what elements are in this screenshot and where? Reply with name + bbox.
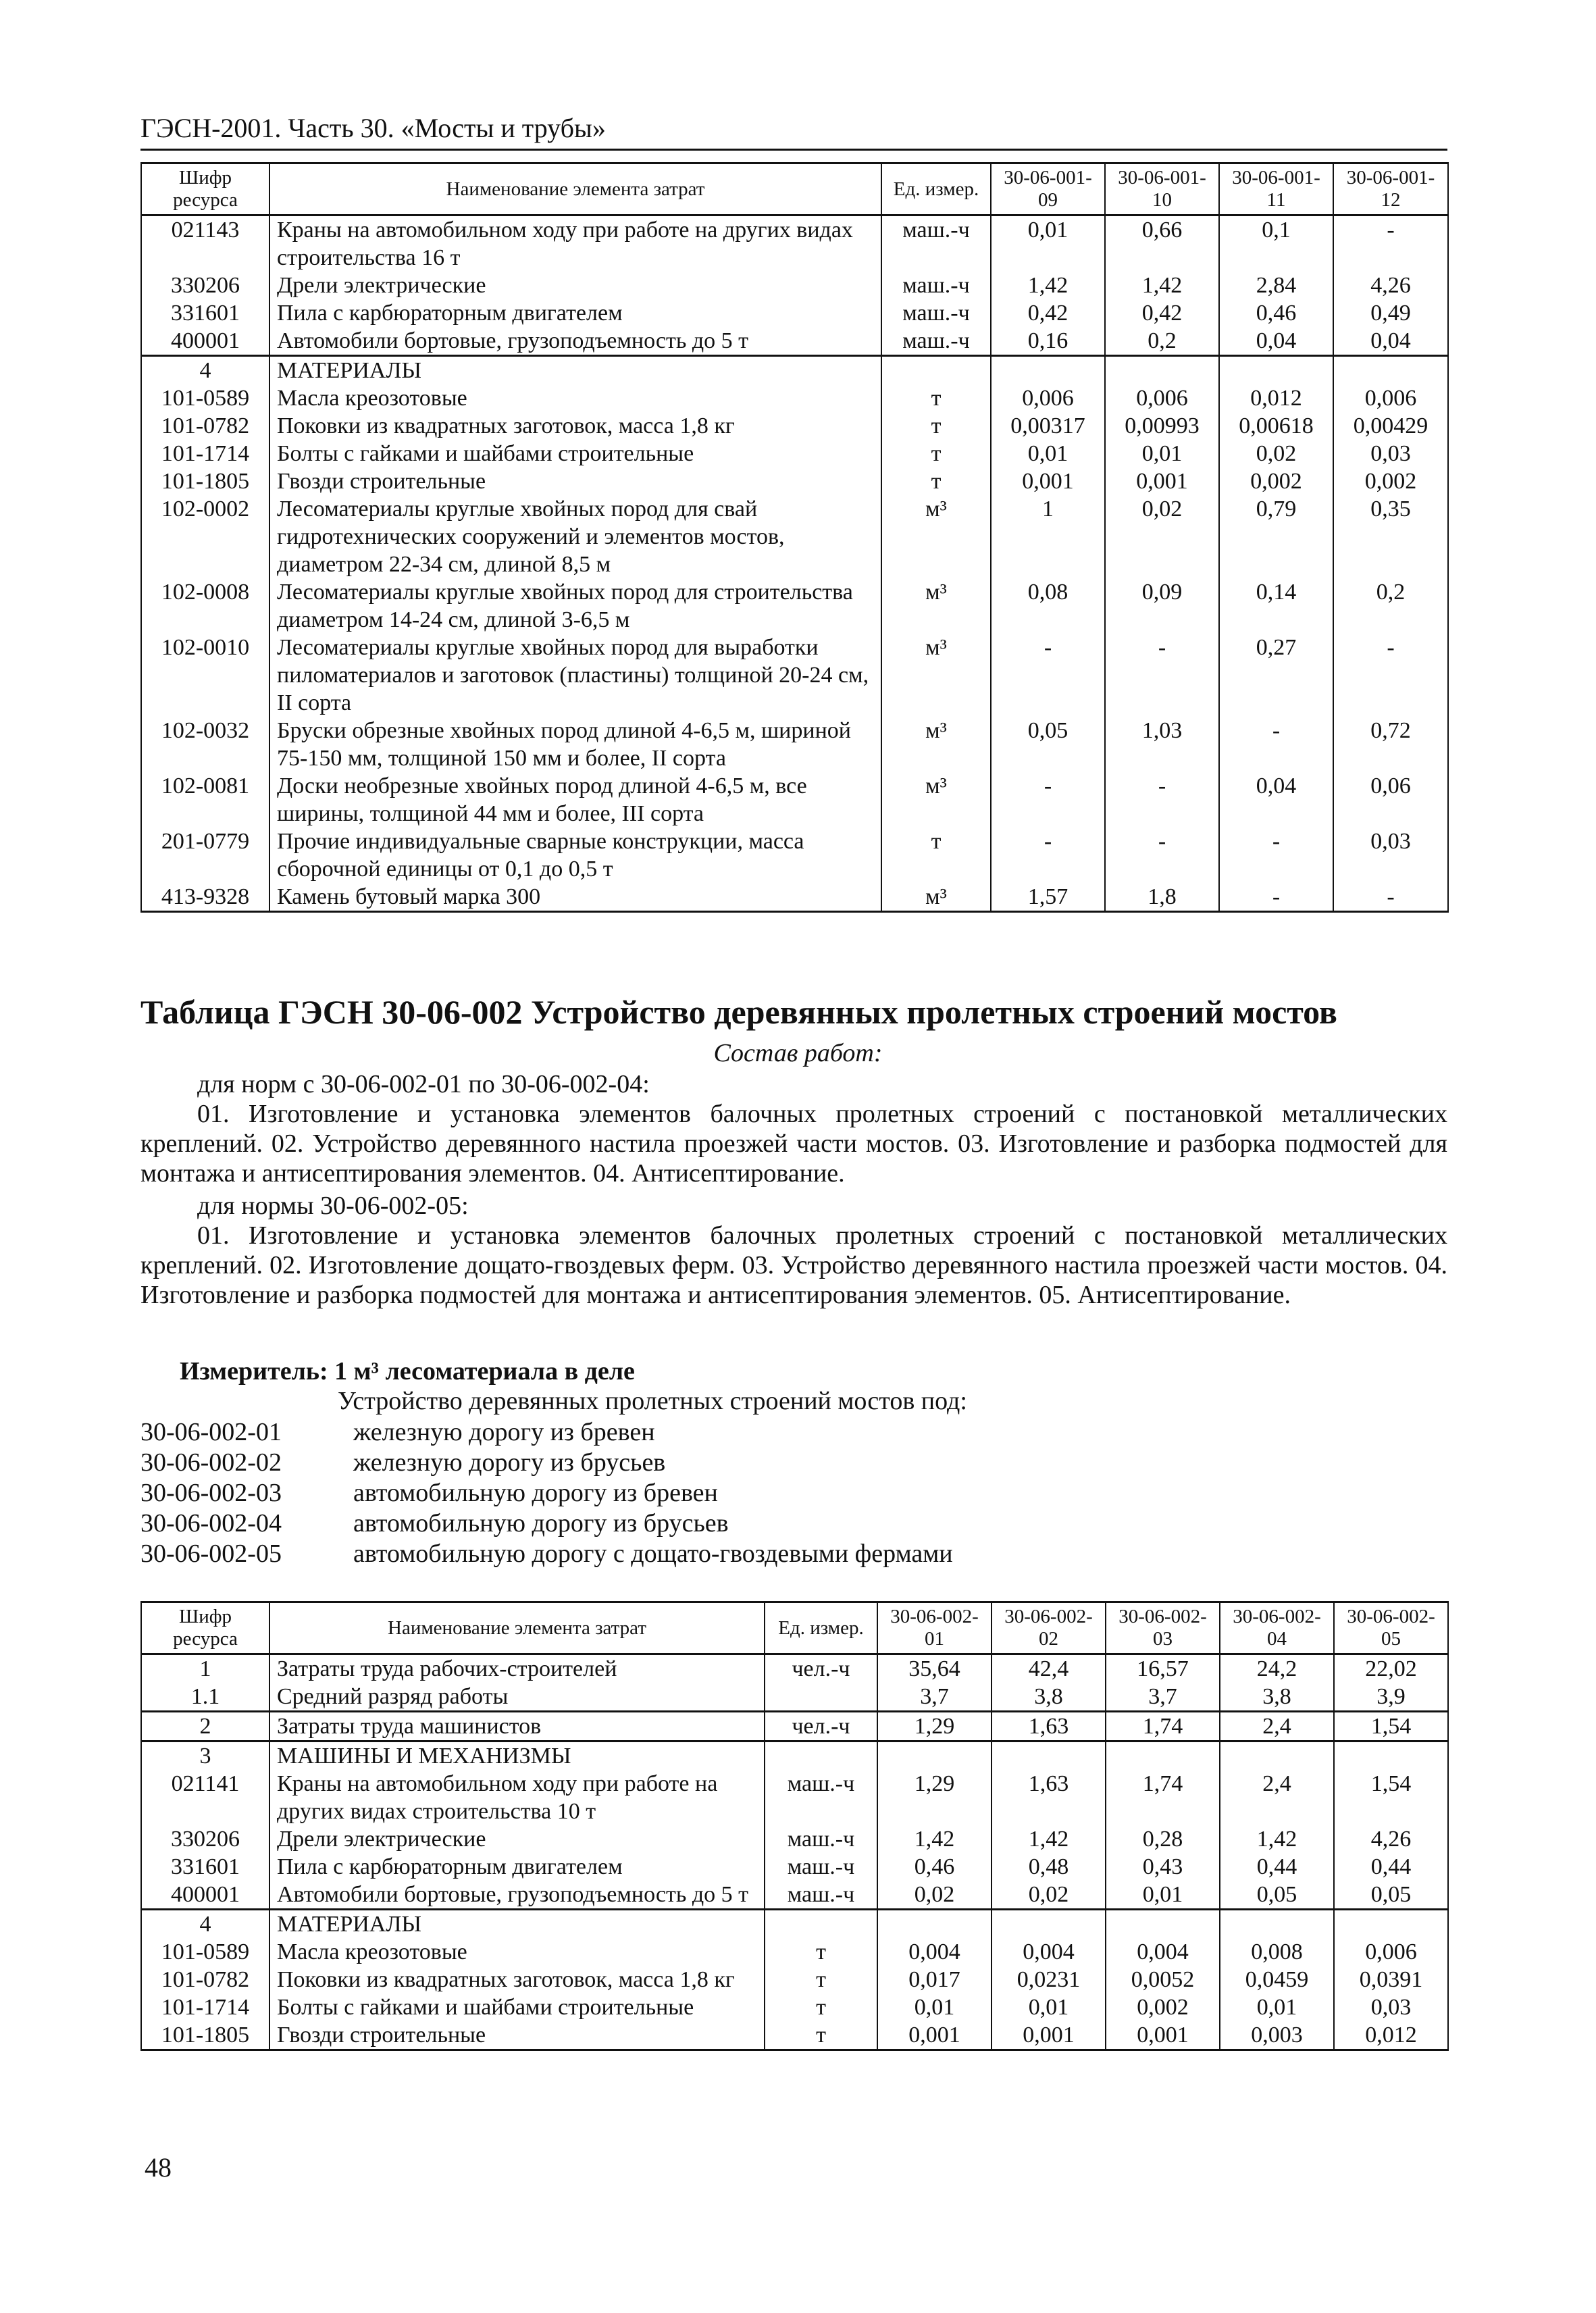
table-row: [141, 440, 1448, 467]
value-cell: 3,8: [992, 1683, 1106, 1712]
measurement-unit: Измеритель: 1 м³ лесоматериала в деле: [180, 1357, 635, 1386]
table-row: [141, 1770, 1448, 1825]
value-cell: 0,001: [992, 2021, 1106, 2050]
unit-cell: т: [881, 412, 991, 440]
header-cell: 30-06-001-12: [1333, 163, 1448, 215]
table-row: [141, 1853, 1448, 1881]
unit-cell: м³: [881, 495, 991, 578]
resource-code-cell: 201-0779: [141, 828, 269, 883]
value-cell: -: [1333, 215, 1448, 272]
value-cell: 0,01: [991, 215, 1105, 272]
unit-cell: маш.-ч: [881, 299, 991, 327]
resource-code-cell: 4: [141, 356, 269, 385]
resource-code-cell: 101-1714: [141, 1993, 269, 2021]
work-list-1: 01. Изготовление и установка элементов балочных пролетных строений с постановкой металлических креплений. 02. Устройство деревянного настила проезжей части мостов. 03. Изготовление и разборка подмостей для монтажа и антисептирования элементов. 04. Антисептирование.: [140, 1100, 1447, 1188]
value-cell: 1,29: [877, 1770, 992, 1825]
header-cell: Ед. измер.: [765, 1602, 877, 1654]
value-cell: 1,42: [1220, 1825, 1334, 1853]
value-cell: [877, 1742, 992, 1771]
header-cell: Наименование элемента затрат: [269, 163, 881, 215]
resource-name-cell: Пила с карбюраторным двигателем: [269, 1853, 765, 1881]
value-cell: 0,004: [992, 1938, 1106, 1966]
value-cell: 0,01: [1106, 1881, 1220, 1910]
value-cell: 0,017: [877, 1966, 992, 1993]
table-row: [141, 495, 1448, 578]
value-cell: 0,012: [1219, 384, 1333, 412]
value-cell: 0,02: [1219, 440, 1333, 467]
value-cell: 0,01: [1220, 1993, 1334, 2021]
value-cell: 0,46: [877, 1853, 992, 1881]
value-cell: 0,44: [1334, 1853, 1448, 1881]
table-row: [141, 299, 1448, 327]
resource-code-cell: 3: [141, 1742, 269, 1771]
value-cell: -: [1333, 883, 1448, 912]
table-row: [141, 1654, 1448, 1683]
norm-item: [140, 1478, 953, 1508]
table-row: [141, 412, 1448, 440]
resource-code-cell: 400001: [141, 1881, 269, 1910]
table-row: [141, 1742, 1448, 1771]
value-cell: 0,46: [1219, 299, 1333, 327]
unit-cell: т: [765, 1966, 877, 1993]
unit-cell: маш.-ч: [765, 1853, 877, 1881]
value-cell: 0,79: [1219, 495, 1333, 578]
value-cell: 3,9: [1334, 1683, 1448, 1712]
norm-code: 30-06-002-01: [140, 1418, 282, 1446]
table-row: [141, 327, 1448, 356]
header-cell: 30-06-002-01: [877, 1602, 992, 1654]
unit-cell: т: [881, 467, 991, 495]
header-cell: 30-06-001-09: [991, 163, 1105, 215]
table-row: [141, 578, 1448, 634]
value-cell: 1,42: [992, 1825, 1106, 1853]
resource-code-cell: 413-9328: [141, 883, 269, 912]
value-cell: 0,35: [1333, 495, 1448, 578]
value-cell: 3,8: [1220, 1683, 1334, 1712]
value-cell: 0,012: [1334, 2021, 1448, 2050]
table-row: [141, 828, 1448, 883]
value-cell: 0,0459: [1220, 1966, 1334, 1993]
table-row: [141, 1966, 1448, 1993]
resource-name-cell: МАШИНЫ И МЕХАНИЗМЫ: [269, 1742, 765, 1771]
value-cell: 2,4: [1220, 1770, 1334, 1825]
resource-name-cell: Средний разряд работы: [269, 1683, 765, 1712]
unit-cell: т: [765, 1938, 877, 1966]
value-cell: 0,006: [1334, 1938, 1448, 1966]
unit-cell: т: [881, 828, 991, 883]
resource-code-cell: 101-0589: [141, 1938, 269, 1966]
resource-code-cell: 1: [141, 1654, 269, 1683]
unit-cell: [765, 1742, 877, 1771]
header-cell: 30-06-001-11: [1219, 163, 1333, 215]
resource-name-cell: Лесоматериалы круглые хвойных пород для выработки пиломатериалов и заготовок (пластины) толщиной 20-24 см, II сорта: [269, 634, 881, 717]
value-cell: -: [991, 772, 1105, 828]
resource-code-cell: 102-0002: [141, 495, 269, 578]
page-number: 48: [145, 2152, 172, 2183]
table-row: [141, 1993, 1448, 2021]
value-cell: 0,002: [1106, 1993, 1220, 2021]
value-cell: 0,001: [1106, 2021, 1220, 2050]
norm-text: автомобильную дорогу из бревен: [353, 1479, 718, 1507]
unit-cell: чел.-ч: [765, 1654, 877, 1683]
resource-name-cell: Затраты труда машинистов: [269, 1712, 765, 1742]
value-cell: 0,004: [877, 1938, 992, 1966]
value-cell: 42,4: [992, 1654, 1106, 1683]
value-cell: 1,57: [991, 883, 1105, 912]
resource-code-cell: 021143: [141, 215, 269, 272]
value-cell: [1106, 1742, 1220, 1771]
unit-cell: т: [765, 1993, 877, 2021]
table-row: [141, 215, 1448, 272]
value-cell: 0,2: [1105, 327, 1219, 356]
resource-name-cell: Поковки из квадратных заготовок, масса 1,8 кг: [269, 412, 881, 440]
value-cell: 24,2: [1220, 1654, 1334, 1683]
value-cell: [1333, 356, 1448, 385]
value-cell: 0,008: [1220, 1938, 1334, 1966]
resource-name-cell: Гвозди строительные: [269, 2021, 765, 2050]
value-cell: 0,42: [991, 299, 1105, 327]
resource-name-cell: Масла креозотовые: [269, 384, 881, 412]
norm-text: железную дорогу из брусьев: [353, 1448, 666, 1477]
value-cell: 0,04: [1219, 327, 1333, 356]
value-cell: 0,2: [1333, 578, 1448, 634]
value-cell: 1,74: [1106, 1712, 1220, 1742]
value-cell: -: [1219, 828, 1333, 883]
section-title: Таблица ГЭСН 30-06-002 Устройство деревянных пролетных строений мостов: [140, 993, 1337, 1031]
value-cell: 0,002: [1219, 467, 1333, 495]
resource-name-cell: Автомобили бортовые, грузоподъемность до 5 т: [269, 1881, 765, 1910]
unit-cell: м³: [881, 578, 991, 634]
value-cell: 0,06: [1333, 772, 1448, 828]
value-cell: [1334, 1910, 1448, 1939]
resource-name-cell: Масла креозотовые: [269, 1938, 765, 1966]
norm-text: автомобильную дорогу из брусьев: [353, 1509, 729, 1537]
value-cell: 0,49: [1333, 299, 1448, 327]
value-cell: 0,00429: [1333, 412, 1448, 440]
header-cell: Шифр ресурса: [141, 163, 269, 215]
value-cell: 0,44: [1220, 1853, 1334, 1881]
resource-name-cell: Краны на автомобильном ходу при работе на других видах строительства 10 т: [269, 1770, 765, 1825]
value-cell: 4,26: [1333, 272, 1448, 299]
table-header-row: [141, 1602, 1448, 1654]
unit-cell: [881, 356, 991, 385]
table-row: [141, 2021, 1448, 2050]
resource-code-cell: 330206: [141, 272, 269, 299]
value-cell: 0,02: [992, 1881, 1106, 1910]
value-cell: [1105, 356, 1219, 385]
value-cell: 0,002: [1333, 467, 1448, 495]
value-cell: 0,14: [1219, 578, 1333, 634]
value-cell: -: [1105, 828, 1219, 883]
resource-code-cell: 102-0008: [141, 578, 269, 634]
norm-code: 30-06-002-03: [140, 1479, 282, 1507]
resource-name-cell: Камень бутовый марка 300: [269, 883, 881, 912]
value-cell: 0,04: [1333, 327, 1448, 356]
resource-name-cell: Гвозди строительные: [269, 467, 881, 495]
value-cell: 0,006: [1333, 384, 1448, 412]
unit-cell: т: [765, 2021, 877, 2050]
value-cell: 0,003: [1220, 2021, 1334, 2050]
value-cell: 0,43: [1106, 1853, 1220, 1881]
table-row: [141, 1910, 1448, 1939]
value-cell: 35,64: [877, 1654, 992, 1683]
value-cell: 0,03: [1333, 828, 1448, 883]
resource-name-cell: Дрели электрические: [269, 1825, 765, 1853]
value-cell: 1,74: [1106, 1770, 1220, 1825]
value-cell: 0,02: [877, 1881, 992, 1910]
value-cell: 0,09: [1105, 578, 1219, 634]
value-cell: 0,006: [1105, 384, 1219, 412]
resource-name-cell: Лесоматериалы круглые хвойных пород для строительства диаметром 14-24 см, длиной 3-6,5 м: [269, 578, 881, 634]
value-cell: -: [1105, 772, 1219, 828]
value-cell: 0,0391: [1334, 1966, 1448, 1993]
value-cell: 0,05: [1220, 1881, 1334, 1910]
value-cell: 0,00317: [991, 412, 1105, 440]
value-cell: 0,001: [877, 2021, 992, 2050]
table-row: [141, 1712, 1448, 1742]
value-cell: 1,54: [1334, 1712, 1448, 1742]
table-row: [141, 1683, 1448, 1712]
value-cell: 0,05: [991, 717, 1105, 772]
header-cell: Ед. измер.: [881, 163, 991, 215]
unit-cell: [765, 1683, 877, 1712]
value-cell: 0,0231: [992, 1966, 1106, 1993]
unit-cell: м³: [881, 717, 991, 772]
resource-name-cell: Болты с гайками и шайбами строительные: [269, 1993, 765, 2021]
resource-name-cell: МАТЕРИАЛЫ: [269, 356, 881, 385]
resource-name-cell: Дрели электрические: [269, 272, 881, 299]
value-cell: [992, 1742, 1106, 1771]
resource-code-cell: 101-0782: [141, 412, 269, 440]
resource-code-cell: 102-0032: [141, 717, 269, 772]
value-cell: 0,28: [1106, 1825, 1220, 1853]
table-row: [141, 883, 1448, 912]
header-cell: 30-06-002-03: [1106, 1602, 1220, 1654]
value-cell: 0,0052: [1106, 1966, 1220, 1993]
value-cell: 0,08: [991, 578, 1105, 634]
value-cell: [991, 356, 1105, 385]
resource-name-cell: Краны на автомобильном ходу при работе на других видах строительства 16 т: [269, 215, 881, 272]
value-cell: 0,004: [1106, 1938, 1220, 1966]
value-cell: 1,42: [991, 272, 1105, 299]
header-cell: Шифр ресурса: [141, 1602, 269, 1654]
table-row: [141, 384, 1448, 412]
value-cell: 0,42: [1105, 299, 1219, 327]
unit-cell: [765, 1910, 877, 1939]
value-cell: 3,7: [877, 1683, 992, 1712]
value-cell: 2,4: [1220, 1712, 1334, 1742]
table-row: [141, 1825, 1448, 1853]
value-cell: -: [1333, 634, 1448, 717]
norm-item: [140, 1417, 953, 1448]
unit-cell: маш.-ч: [881, 272, 991, 299]
table-row: [141, 356, 1448, 385]
unit-cell: т: [881, 384, 991, 412]
value-cell: 0,03: [1333, 440, 1448, 467]
table-row: [141, 717, 1448, 772]
resource-code-cell: 331601: [141, 1853, 269, 1881]
norms-intro-1: для норм с 30-06-002-01 по 30-06-002-04:: [197, 1070, 650, 1098]
norm-list: [140, 1417, 953, 1569]
resource-code-cell: 330206: [141, 1825, 269, 1853]
table-row: [141, 467, 1448, 495]
header-cell: 30-06-002-04: [1220, 1602, 1334, 1654]
value-cell: 1,8: [1105, 883, 1219, 912]
resource-code-cell: 021141: [141, 1770, 269, 1825]
resource-code-cell: 101-1714: [141, 440, 269, 467]
value-cell: 0,72: [1333, 717, 1448, 772]
resource-name-cell: МАТЕРИАЛЫ: [269, 1910, 765, 1939]
table-row: [141, 1881, 1448, 1910]
header-cell: Наименование элемента затрат: [269, 1602, 765, 1654]
value-cell: 0,04: [1219, 772, 1333, 828]
resource-code-cell: 101-0782: [141, 1966, 269, 1993]
header-cell: 30-06-002-05: [1334, 1602, 1448, 1654]
value-cell: [1334, 1742, 1448, 1771]
unit-cell: м³: [881, 772, 991, 828]
resource-code-cell: 101-1805: [141, 2021, 269, 2050]
value-cell: 2,84: [1219, 272, 1333, 299]
value-cell: 0,01: [991, 440, 1105, 467]
norm-text: железную дорогу из бревен: [353, 1418, 655, 1446]
norm-item: [140, 1508, 953, 1539]
value-cell: -: [991, 828, 1105, 883]
header-cell: 30-06-002-02: [992, 1602, 1106, 1654]
resource-name-cell: Лесоматериалы круглые хвойных пород для свай гидротехнических сооружений и элементов мостов, диаметром 22-34 см, длиной 8,5 м: [269, 495, 881, 578]
value-cell: 0,01: [992, 1993, 1106, 2021]
value-cell: 1,54: [1334, 1770, 1448, 1825]
norm-text: автомобильную дорогу с дощато-гвоздевыми фермами: [353, 1540, 953, 1568]
resource-name-cell: Бруски обрезные хвойных пород длиной 4-6,5 м, шириной 75-150 мм, толщиной 150 мм и более, II сорта: [269, 717, 881, 772]
value-cell: [992, 1910, 1106, 1939]
value-cell: -: [1219, 883, 1333, 912]
norm-code: 30-06-002-02: [140, 1448, 282, 1477]
resource-name-cell: Поковки из квадратных заготовок, масса 1,8 кг: [269, 1966, 765, 1993]
resource-name-cell: Прочие индивидуальные сварные конструкции, масса сборочной единицы от 0,1 до 0,5 т: [269, 828, 881, 883]
unit-cell: чел.-ч: [765, 1712, 877, 1742]
construction-caption: Устройство деревянных пролетных строений мостов под:: [338, 1387, 967, 1415]
value-cell: 1,42: [877, 1825, 992, 1853]
table-row: [141, 272, 1448, 299]
value-cell: 0,001: [991, 467, 1105, 495]
resource-code-cell: 331601: [141, 299, 269, 327]
norm-item: [140, 1539, 953, 1569]
resource-name-cell: Болты с гайками и шайбами строительные: [269, 440, 881, 467]
value-cell: 0,00993: [1105, 412, 1219, 440]
value-cell: 0,01: [877, 1993, 992, 2021]
unit-cell: маш.-ч: [765, 1825, 877, 1853]
work-composition-heading: Состав работ:: [713, 1039, 883, 1067]
value-cell: 0,01: [1105, 440, 1219, 467]
resource-code-cell: 101-1805: [141, 467, 269, 495]
resource-name-cell: Затраты труда рабочих-строителей: [269, 1654, 765, 1683]
resource-code-cell: 400001: [141, 327, 269, 356]
work-list-2: 01. Изготовление и установка элементов балочных пролетных строений с постановкой металлических креплений. 02. Изготовление дощато-гвоздевых ферм. 03. Устройство деревянного настила проезжей части мостов. 04. Изготовление и разборка подмостей для монтажа и антисептирования элементов. 05. Антисептирование.: [140, 1221, 1447, 1309]
unit-cell: маш.-ч: [765, 1770, 877, 1825]
value-cell: 1,63: [992, 1712, 1106, 1742]
unit-cell: т: [881, 440, 991, 467]
value-cell: 1,29: [877, 1712, 992, 1742]
unit-cell: маш.-ч: [765, 1881, 877, 1910]
value-cell: 0,16: [991, 327, 1105, 356]
value-cell: -: [991, 634, 1105, 717]
header-cell: 30-06-001-10: [1105, 163, 1219, 215]
resource-table-2: [140, 1601, 1449, 2051]
unit-cell: маш.-ч: [881, 215, 991, 272]
value-cell: [1220, 1910, 1334, 1939]
value-cell: 0,006: [991, 384, 1105, 412]
norms-intro-2: для нормы 30-06-002-05:: [197, 1192, 469, 1220]
value-cell: 16,57: [1106, 1654, 1220, 1683]
table-header-row: [141, 163, 1448, 215]
table-row: [141, 772, 1448, 828]
table-row: [141, 634, 1448, 717]
value-cell: 0,001: [1105, 467, 1219, 495]
value-cell: 1,42: [1105, 272, 1219, 299]
value-cell: 1: [991, 495, 1105, 578]
running-header: ГЭСН-2001. Часть 30. «Мосты и трубы»: [140, 113, 1447, 151]
value-cell: [877, 1910, 992, 1939]
value-cell: 0,27: [1219, 634, 1333, 717]
value-cell: [1219, 356, 1333, 385]
value-cell: 3,7: [1106, 1683, 1220, 1712]
resource-name-cell: Автомобили бортовые, грузоподъемность до 5 т: [269, 327, 881, 356]
norm-item: [140, 1448, 953, 1478]
value-cell: 0,05: [1334, 1881, 1448, 1910]
resource-code-cell: 102-0081: [141, 772, 269, 828]
resource-name-cell: Пила с карбюраторным двигателем: [269, 299, 881, 327]
value-cell: 1,63: [992, 1770, 1106, 1825]
resource-code-cell: 101-0589: [141, 384, 269, 412]
resource-code-cell: 1.1: [141, 1683, 269, 1712]
resource-code-cell: 4: [141, 1910, 269, 1939]
value-cell: 0,02: [1105, 495, 1219, 578]
value-cell: 0,48: [992, 1853, 1106, 1881]
unit-cell: м³: [881, 634, 991, 717]
resource-code-cell: 2: [141, 1712, 269, 1742]
value-cell: 4,26: [1334, 1825, 1448, 1853]
unit-cell: м³: [881, 883, 991, 912]
norm-code: 30-06-002-04: [140, 1509, 282, 1537]
resource-code-cell: 102-0010: [141, 634, 269, 717]
value-cell: 0,66: [1105, 215, 1219, 272]
value-cell: 0,03: [1334, 1993, 1448, 2021]
value-cell: -: [1105, 634, 1219, 717]
table-row: [141, 1938, 1448, 1966]
resource-name-cell: Доски необрезные хвойных пород длиной 4-6,5 м, все ширины, толщиной 44 мм и более, III сорта: [269, 772, 881, 828]
unit-cell: маш.-ч: [881, 327, 991, 356]
value-cell: [1106, 1910, 1220, 1939]
value-cell: 1,03: [1105, 717, 1219, 772]
resource-table-1: [140, 162, 1449, 913]
value-cell: 22,02: [1334, 1654, 1448, 1683]
value-cell: 0,00618: [1219, 412, 1333, 440]
value-cell: -: [1219, 717, 1333, 772]
value-cell: 0,1: [1219, 215, 1333, 272]
norm-code: 30-06-002-05: [140, 1540, 282, 1568]
value-cell: [1220, 1742, 1334, 1771]
